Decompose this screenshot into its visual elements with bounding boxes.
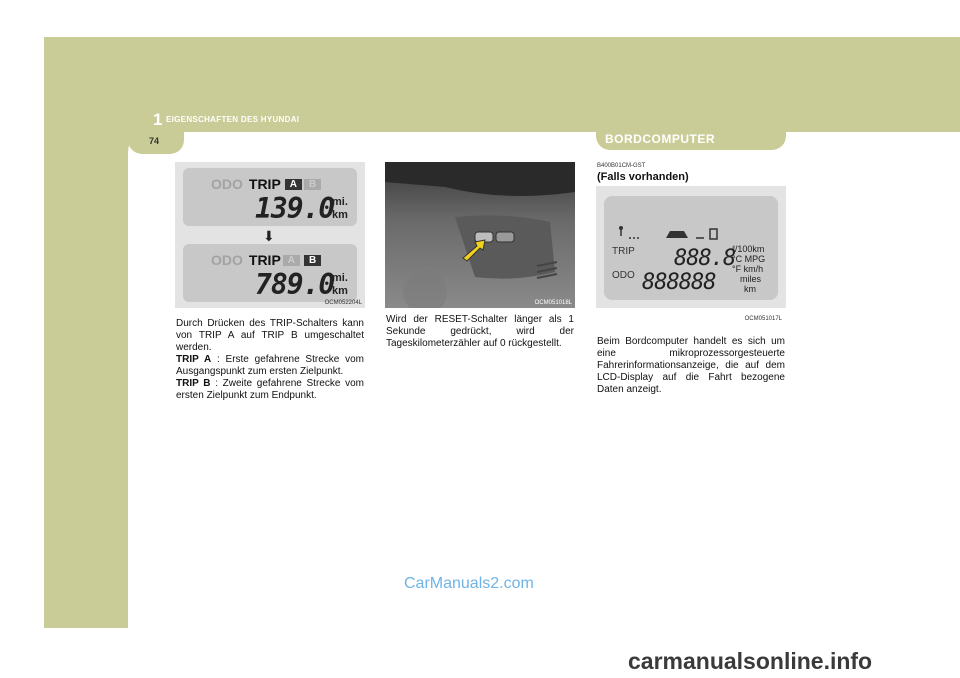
dashboard-illustration	[385, 162, 575, 308]
unit-miles: miles	[740, 274, 762, 284]
trip-label: TRIP	[248, 252, 281, 268]
lcd-trip-b	[183, 244, 357, 302]
unit-miles: mi.	[332, 272, 348, 284]
trip-b-value: 789.0	[255, 268, 335, 301]
figure-caption: OCM051017L	[744, 316, 782, 322]
odo-label: ODO	[211, 176, 243, 192]
trip-label: TRIP	[248, 176, 281, 192]
watermark-carmanualsonline[interactable]: carmanualsonline.info	[628, 648, 873, 674]
trip-b-badge: B	[304, 255, 321, 266]
figure-caption: OCM052204L	[324, 300, 362, 306]
unit-f-kmh: °F km/h	[732, 264, 764, 274]
trip-b-definition: : Zweite gefahrene Strecke vom ersten Zielpunkt zum Endpunkt.	[176, 378, 364, 401]
trip-a-badge: A	[283, 255, 300, 266]
trip-b-term: TRIP B	[176, 378, 211, 389]
trip-label: TRIP	[612, 246, 635, 257]
trip-computer-figure	[596, 186, 786, 322]
unit-miles: mi.	[332, 196, 348, 208]
subheading: (Falls vorhanden)	[597, 171, 689, 183]
reset-switch-photo	[385, 162, 575, 308]
section-title: BORDCOMPUTER	[605, 132, 715, 146]
trip-a-badge: A	[285, 179, 302, 190]
page-number: 74	[149, 136, 160, 146]
trip-a-term: TRIP A	[176, 354, 212, 365]
unit-km: km	[744, 284, 756, 294]
unit-c-mpg: °C MPG	[732, 254, 766, 264]
bordcomputer-description: Beim Bordcomputer handelt es sich um eine mikroprozessorgesteuerte Fahrerinformationsanzeige, die auf dem LCD-Display auf die Fahrt bezogene Daten anzeigt.	[597, 336, 785, 395]
unit-indicators	[732, 244, 765, 294]
trip-a-value: 139.0	[255, 192, 335, 225]
lcd-screen	[604, 196, 778, 300]
trip-a-definition: : Erste gefahrene Strecke vom Ausgangspunkt zum ersten Zielpunkt.	[176, 354, 364, 377]
chapter-number: 1	[153, 110, 163, 129]
chapter-title: EIGENSCHAFTEN DES HYUNDAI	[166, 115, 300, 124]
trip-b-badge: B	[304, 179, 321, 190]
upper-segment-display: 888.8	[674, 246, 736, 271]
odo-label: ODO	[211, 252, 243, 268]
lower-segment-display: 888888	[642, 270, 716, 295]
watermark-carmanuals2[interactable]: CarManuals2.com	[404, 575, 534, 592]
trip-switch-description	[176, 318, 364, 402]
lcd-trip-a	[183, 168, 357, 226]
trip-display-figure	[175, 162, 365, 308]
section-code: B400B01CM-GST	[597, 163, 646, 169]
unit-km: km	[332, 209, 348, 221]
unit-l-100km: ℓ/100km	[732, 244, 765, 254]
unit-km: km	[332, 285, 348, 297]
figure-caption: OCM051018L	[534, 300, 572, 306]
trip-switch-intro: Durch Drücken des TRIP-Schalters kann von TRIP A auf TRIP B umgeschaltet werden.	[176, 318, 364, 353]
arrow-down-icon: ⬇	[263, 228, 275, 244]
odo-label: ODO	[612, 270, 635, 281]
reset-description: Wird der RESET-Schalter länger als 1 Sekunde gedrückt, wird der Tageskilometerzähler auf 0 rückgestellt.	[386, 314, 574, 349]
